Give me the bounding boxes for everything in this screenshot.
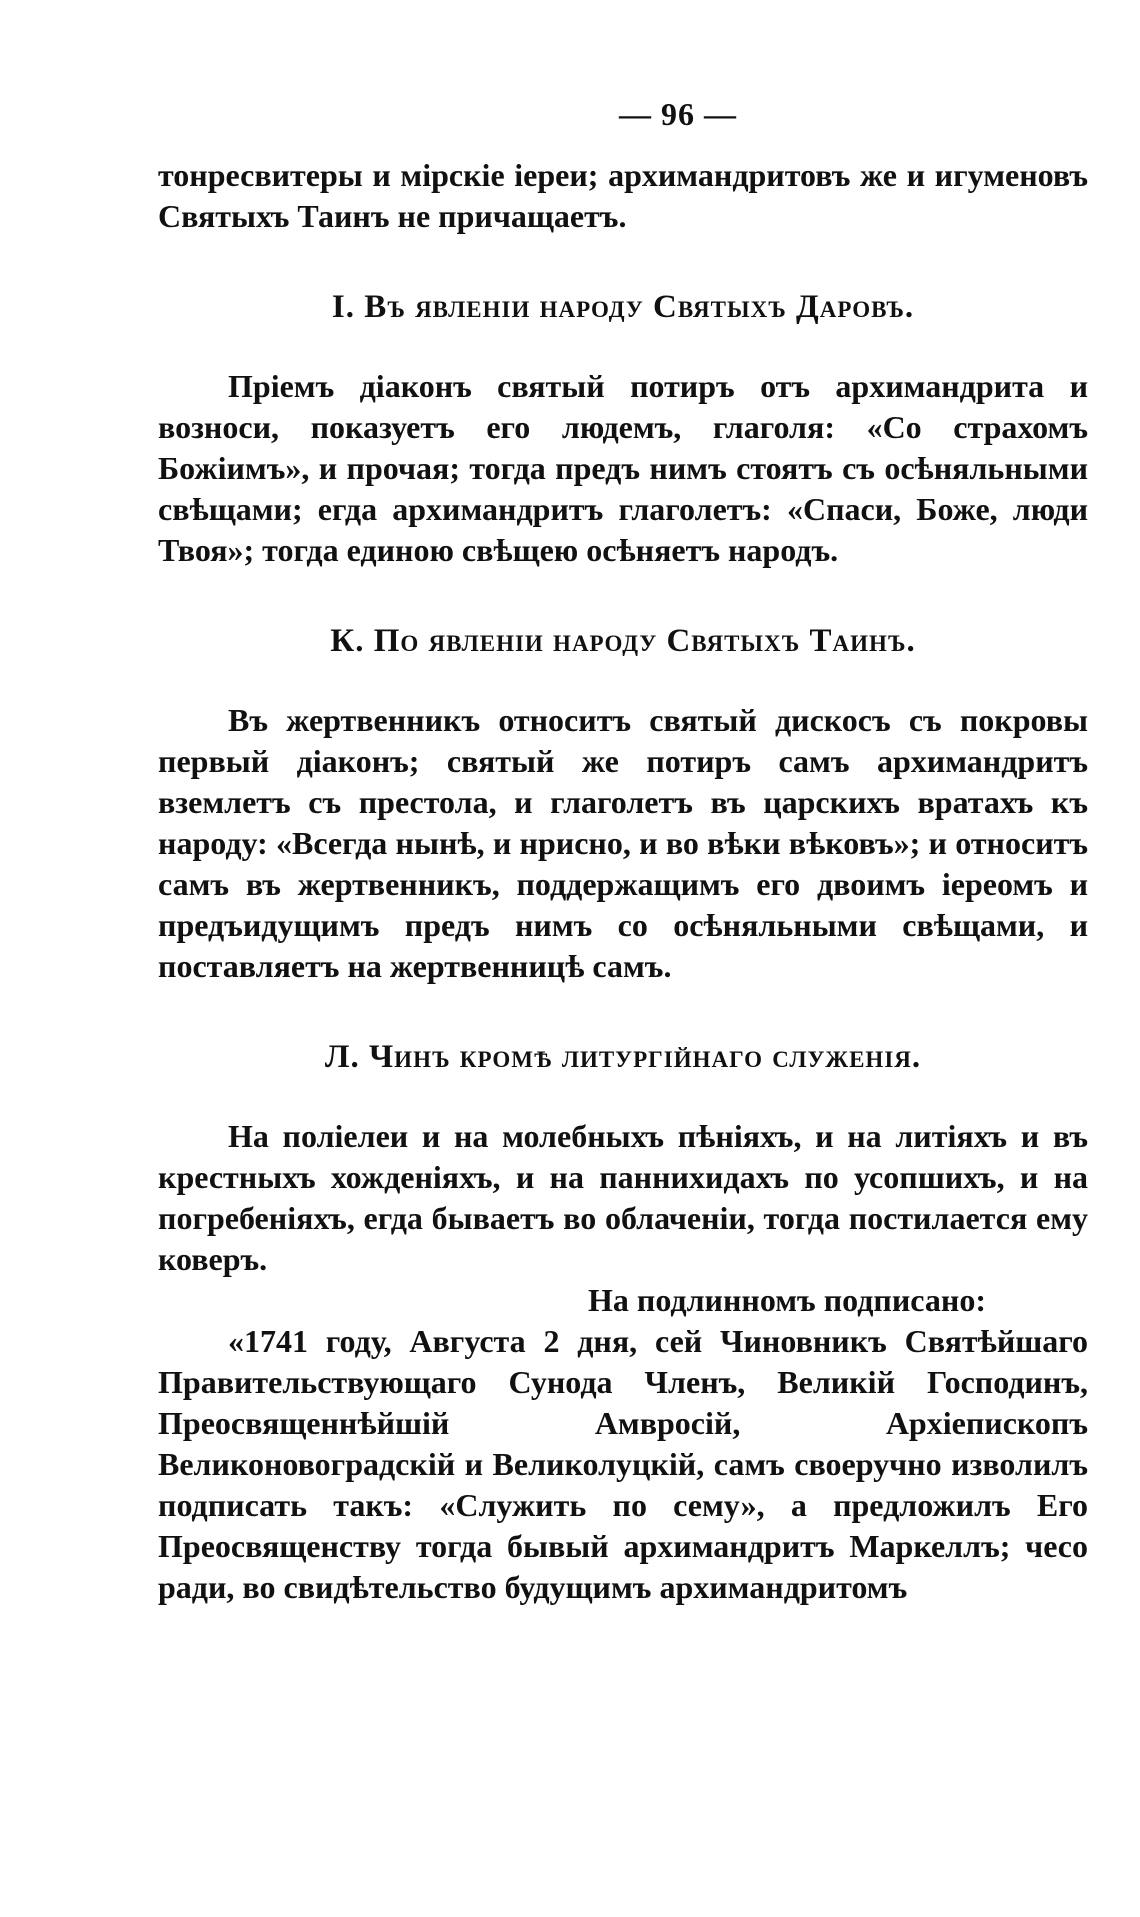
paragraph-section-k: Въ жертвенникъ относитъ святый дискосъ съ покровы первый діаконъ; святый же потиръ самъ архимандритъ вземлетъ съ престола, и глаголетъ въ царскихъ вратахъ къ народу: «Всегда нынѣ, и нрисно, и во вѣки вѣковъ»; и относитъ самъ въ жертвенникъ, поддержащимъ его двоимъ іереомъ и предъидущимъ предъ нимъ со осѣняльными свѣщами, и поставляетъ на жертвенницѣ самъ. [158,702,1088,984]
section-heading-l: Л. Чинъ кромѣ литургійнаго служенія. [324,1039,922,1075]
section-heading-i: І. Въ явленіи народу Святыхъ Даровъ. [331,289,915,325]
signature-note: На подлинномъ подписано: [588,1282,986,1318]
book-page [158,96,1088,1608]
paragraph-attestation: «1741 году, Августа 2 дня, сей Чиновникъ Святѣйшаго Правительствующаго Сунода Членъ, Великій Господинъ, Преосвященнѣйшій Амвросій, Архіепископъ Великоновоградскій и Великолуцкій, самъ своеручно изволилъ подписать такъ: «Служить по сему», а предложилъ Его Преосвященству тогда бывый архимандритъ Маркеллъ; чесо ради, во свидѣтельство будущимъ архимандритомъ [158,1323,1088,1605]
section-heading-k: К. По явленіи народу Святыхъ Таинъ. [330,623,916,659]
paragraph-section-l: На поліелеи и на молебныхъ пѣніяхъ, и на литіяхъ и въ крестныхъ хожденіяхъ, и на паннихидахъ по усопшихъ, и на погребеніяхъ, егда бываетъ во облаченіи, тогда постилается ему коверъ. [158,1118,1088,1277]
paragraph-continuation: тонресвитеры и мірскіе іереи; архимандритовъ же и игуменовъ Святыхъ Таинъ не причащаетъ. [158,157,1088,234]
paragraph-section-i: Пріемъ діаконъ святый потиръ отъ архимандрита и возноси, показуетъ его людемъ, глаголя: «Со страхомъ Божіимъ», и прочая; тогда предъ нимъ стоятъ съ осѣняльными свѣщами; егда архимандритъ глаголетъ: «Спаси, Боже, люди Твоя»; тогда единою свѣщею осѣняетъ народъ. [158,368,1088,568]
page-number: — 96 — [619,96,737,132]
